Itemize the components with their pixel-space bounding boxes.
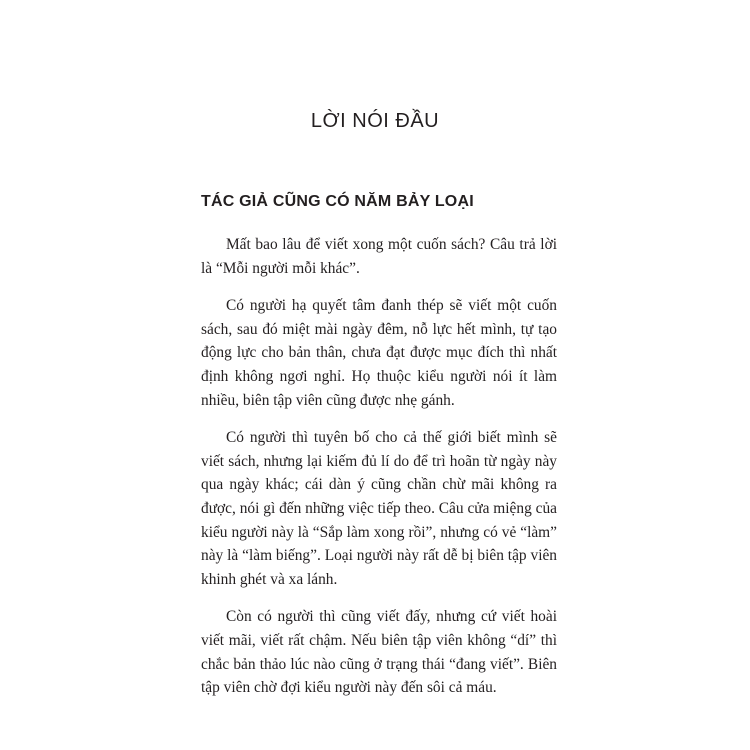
paragraph-4: Còn có người thì cũng viết đấy, nhưng cứ viết hoài viết mãi, viết rất chậm. Nếu biên tập viên không “dí” thì chắc bản thảo lúc nào cũng ở trạng thái “đang viết”. Biên tập viên chờ đợi kiểu người này đến sôi cả máu. — [201, 608, 557, 697]
body-text — [201, 233, 557, 714]
section-heading: TÁC GIẢ CŨNG CÓ NĂM BẢY LOẠI — [201, 193, 474, 210]
paragraph-1: Mất bao lâu để viết xong một cuốn sách? Câu trả lời là “Mỗi người mỗi khác”. — [201, 236, 557, 277]
paragraph-3: Có người thì tuyên bố cho cả thế giới biết mình sẽ viết sách, nhưng lại kiếm đủ lí do để trì hoãn từ ngày này qua ngày khác; cái dàn ý cũng chần chừ mãi không ra được, nói gì đến những việc tiếp theo. Câu cửa miệng của kiểu người này là “Sắp làm xong rồi”, nhưng có vẻ “làm” này là “làm biếng”. Loại người này rất dễ bị biên tập viên khinh ghét và xa lánh. — [201, 429, 557, 588]
chapter-title: LỜI NÓI ĐẦU — [310, 110, 440, 132]
paragraph-2: Có người hạ quyết tâm đanh thép sẽ viết một cuốn sách, sau đó miệt mài ngày đêm, nỗ lực hết mình, tự tạo động lực cho bản thân, chưa đạt được mục đích thì nhất định không ngơi nghỉ. Họ thuộc kiểu người nói ít làm nhiều, biên tập viên cũng được nhẹ gánh. — [201, 297, 557, 409]
